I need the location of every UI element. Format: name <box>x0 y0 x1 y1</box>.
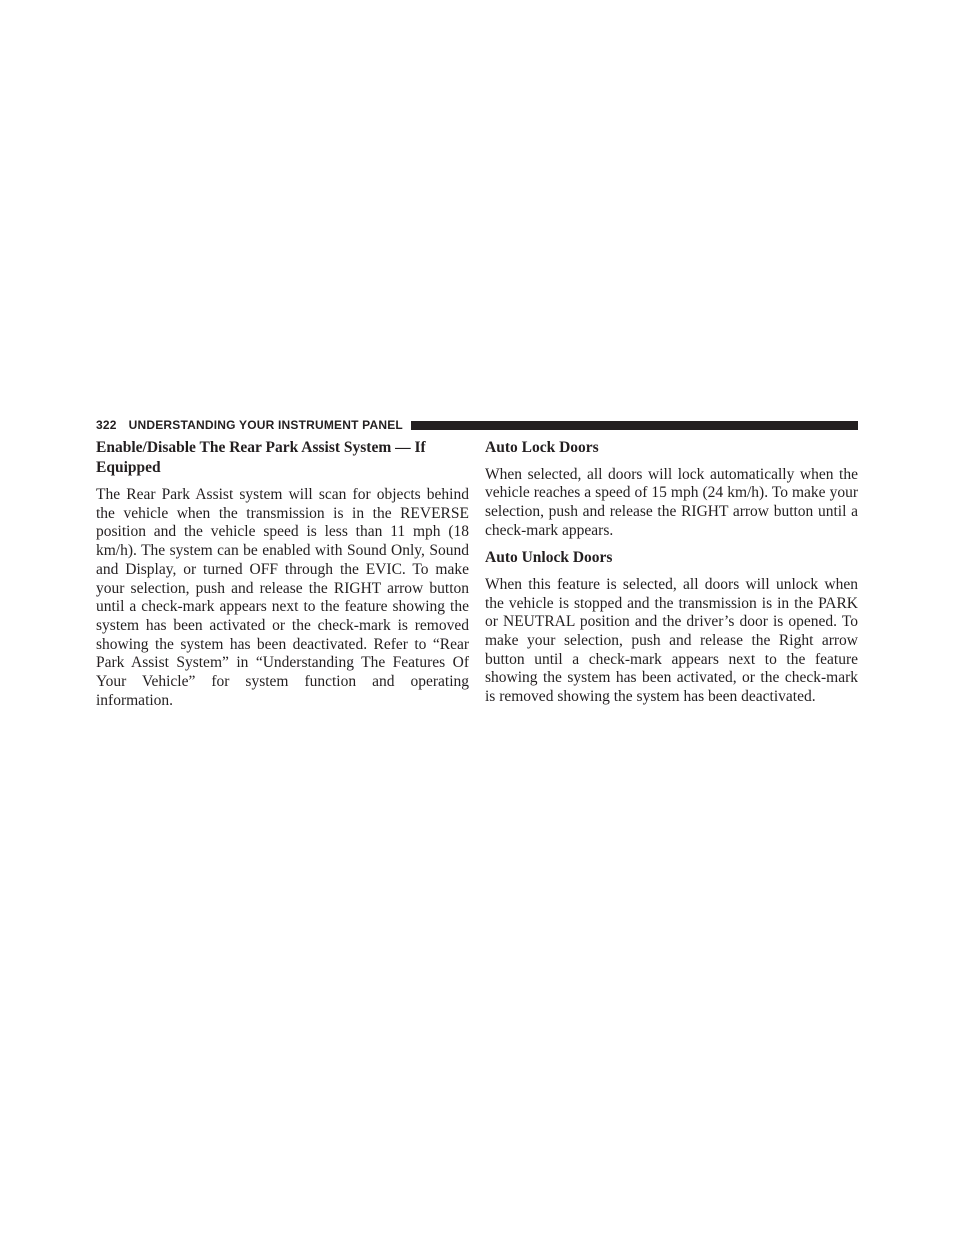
auto-unlock-doors-paragraph: When this feature is selected, all doors will unlock when the vehicle is stopped and the transmission is in the PARK or NEUTRAL position and the driver’s door is opened. To make your selection, push and release the Right arrow button until a check-mark appears next to the feature showing the system has been activated, or the check-mark is removed showing the system has been deactivated. <box>485 575 858 706</box>
auto-lock-doors-heading: Auto Lock Doors <box>485 439 599 456</box>
rear-park-assist-heading: Enable/Disable The Rear Park Assist System — If Equipped <box>96 439 426 476</box>
left-column <box>96 437 469 710</box>
page-number: 322 <box>96 418 117 432</box>
section-title: UNDERSTANDING YOUR INSTRUMENT PANEL <box>128 418 403 432</box>
page-header <box>96 416 858 434</box>
auto-lock-doors-paragraph: When selected, all doors will lock automatically when the vehicle reaches a speed of 15 mph (24 km/h). To make your selection, push and release the RIGHT arrow button until a check-mark appears. <box>485 465 858 539</box>
right-column <box>485 437 858 707</box>
auto-unlock-doors-heading: Auto Unlock Doors <box>485 549 613 567</box>
header-rule <box>411 421 858 430</box>
rear-park-assist-paragraph: The Rear Park Assist system will scan for objects behind the vehicle when the transmission is in the REVERSE position and the vehicle speed is less than 11 mph (18 km/h). The system can be enabled with Sound Only, Sound and Display, or turned OFF through the EVIC. To make your selection, push and release the RIGHT arrow button until a check-mark appears next to the feature showing the system has been activated or the check-mark is removed showing the system has been deactivated. Refer to “Rear Park Assist System” in “Understanding The Features Of Your Vehicle” for system function and operating information. <box>96 486 469 709</box>
